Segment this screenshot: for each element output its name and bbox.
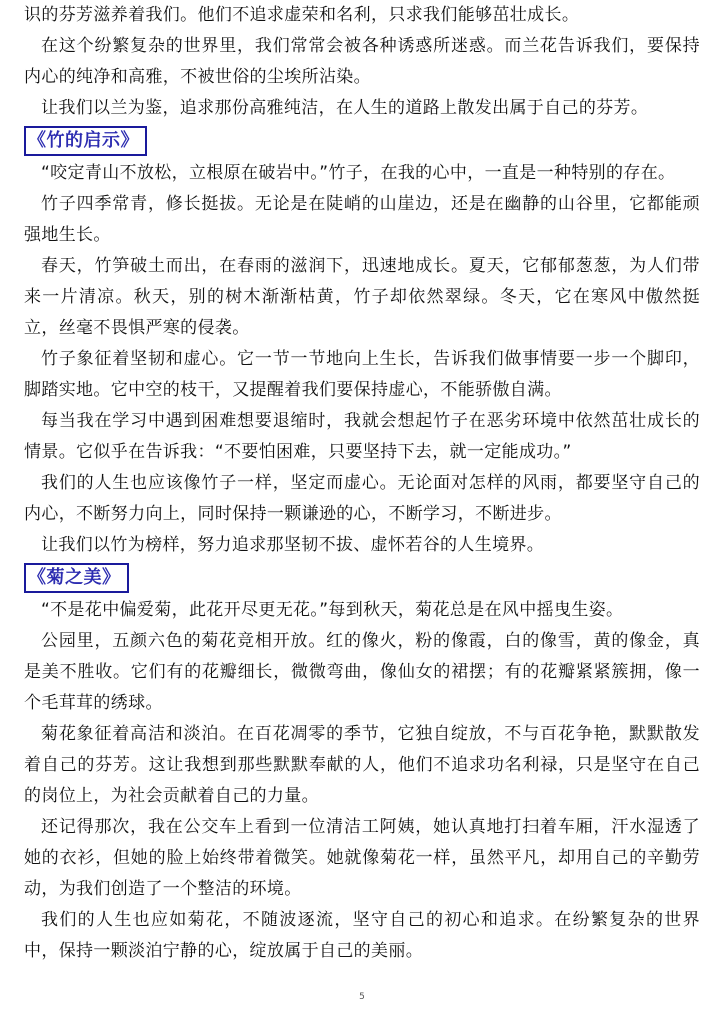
document-page	[24, 0, 700, 967]
chrysanthemum-section-title: 《菊之美》	[24, 563, 129, 593]
paragraph: 我们的人生也应如菊花，不随波逐流，坚守自己的初心和追求。在纷繁复杂的世界中，保持一颗淡泊宁静的心，绽放属于自己的美丽。	[24, 910, 700, 961]
paragraph: 识的芬芳滋养着我们。他们不追求虚荣和名利，只求我们能够茁壮成长。	[24, 5, 580, 25]
paragraph: 每当我在学习中遇到困难想要退缩时，我就会想起竹子在恶劣环境中依然茁壮成长的情景。它似乎在告诉我：“不要怕困难，只要坚持下去，就一定能成功。”	[24, 411, 700, 462]
paragraph: 在这个纷繁复杂的世界里，我们常常会被各种诱惑所迷惑。而兰花告诉我们，要保持内心的纯净和高雅，不被世俗的尘埃所沾染。	[24, 36, 700, 87]
paragraph: 让我们以兰为鉴，追求那份高雅纯洁，在人生的道路上散发出属于自己的芬芳。	[41, 98, 649, 118]
paragraph: “咬定青山不放松，立根原在破岩中。”竹子，在我的心中，一直是一种特别的存在。	[41, 163, 676, 183]
paragraph: 竹子四季常青，修长挺拔。无论是在陡峭的山崖边，还是在幽静的山谷里，它都能顽强地生长。	[24, 194, 700, 245]
paragraph: 春天，竹笋破土而出，在春雨的滋润下，迅速地成长。夏天，它郁郁葱葱，为人们带来一片清凉。秋天，别的树木渐渐枯黄，竹子却依然翠绿。冬天，它在寒风中傲然挺立，丝毫不畏惧严寒的侵袭。	[24, 256, 700, 338]
paragraph: 还记得那次，我在公交车上看到一位清洁工阿姨，她认真地打扫着车厢，汗水湿透了她的衣衫，但她的脸上始终带着微笑。她就像菊花一样，虽然平凡，却用自己的辛勤劳动，为我们创造了一个整洁的环境。	[24, 817, 700, 899]
paragraph: 菊花象征着高洁和淡泊。在百花凋零的季节，它独自绽放，不与百花争艳，默默散发着自己的芬芳。这让我想到那些默默奉献的人，他们不追求功名利禄，只是坚守在自己的岗位上，为社会贡献着自己的力量。	[24, 724, 700, 806]
bamboo-section	[24, 124, 700, 561]
page-number: 5	[359, 992, 365, 1002]
bamboo-section-title: 《竹的启示》	[24, 126, 147, 156]
paragraph: 让我们以竹为榜样，努力追求那坚韧不拔、虚怀若谷的人生境界。	[41, 535, 545, 555]
paragraph: “不是花中偏爱菊，此花开尽更无花。”每到秋天，菊花总是在风中摇曳生姿。	[41, 600, 624, 620]
paragraph: 竹子象征着坚韧和虚心。它一节一节地向上生长，告诉我们做事情要一步一个脚印，脚踏实地。它中空的枝干，又提醒着我们要保持虚心，不能骄傲自满。	[24, 349, 700, 400]
orchid-section-continuation	[24, 0, 700, 124]
paragraph: 公园里，五颜六色的菊花竞相开放。红的像火，粉的像霞，白的像雪，黄的像金，真是美不胜收。它们有的花瓣细长，微微弯曲，像仙女的裙摆；有的花瓣紧紧簇拥，像一个毛茸茸的绣球。	[24, 631, 700, 713]
paragraph: 我们的人生也应该像竹子一样，坚定而虚心。无论面对怎样的风雨，都要坚守自己的内心，不断努力向上，同时保持一颗谦逊的心，不断学习，不断进步。	[24, 473, 700, 524]
chrysanthemum-section	[24, 561, 700, 967]
